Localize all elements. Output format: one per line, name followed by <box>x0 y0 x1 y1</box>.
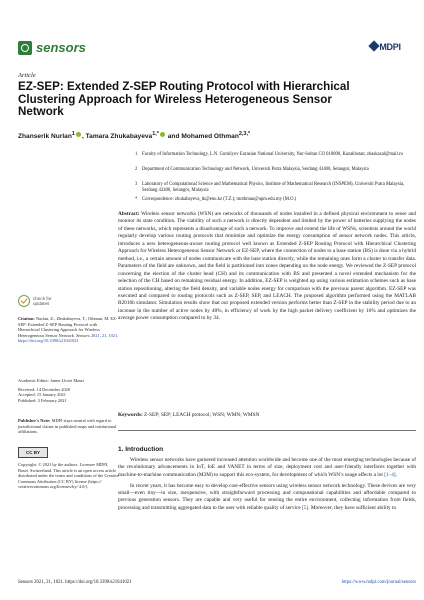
publisher-logo-icon <box>368 40 379 51</box>
publisher-note <box>18 418 120 435</box>
citation-doi-link[interactable]: 2021, 21, 1021. https://doi.org/10.3390/s21041021 <box>18 332 119 344</box>
introduction-body <box>118 457 416 516</box>
journal-logo-icon <box>18 41 32 55</box>
author-separator: , <box>81 133 86 141</box>
accepted-date: Accepted: 15 January 2021 <box>18 392 66 398</box>
paragraph: In recent years, it has become easy to develop cost-effective sensors using wireless sensor network technology. These devices are very small—even tiny—in size, inexpensive, with straightforward processing and computational capabilities and affordable compared to previous generation sensors. They are capable and very useful for sensing the entire environment, collecting information from fields, processing and transmitting aggregated data to the user with reliable quality of service [5]. Moreover, they have sufficient ability to <box>118 482 416 511</box>
article-type: Article <box>18 72 36 79</box>
author-name[interactable]: Mohamed Othman <box>181 133 239 141</box>
cc-badge-text: CC BY <box>25 450 40 455</box>
author-name[interactable]: Tamara Zhukabayeva <box>85 133 153 141</box>
citation-text: Nurlan, Z.; Zhukabayeva, T.; Othman, M. EZ-SEP: Extended Z-SEP Routing Protocol with Hierarchical Clustering Approach for Wireless Heterogeneous Sensor Network. <box>18 316 118 338</box>
author-affiliation-marker: 2,3,* <box>238 131 251 137</box>
abstract-text: Wireless sensor networks (WSN) are networks of thousands of nodes installed in a defined physical environment to sense and monitor its state condition. The viability of such a network is directly dependent and limited by the power of batteries supplying the nodes of these networks, which represents a disadvantage of such a network. To improve and extend the life of WSNs, scientists around the world regularly develop various routing protocols that minimize and optimize the energy consumption of sensor network nodes. This article, introduces a new heterogeneous-aware routing protocol well known as Extended Z-SEP Routing Protocol with Hierarchical Clustering Approach for Wireless Heterogeneous Sensor Network or EZ-SEP, where the connection of nodes to a base station (BS) is done via a hybrid method, i.e., a certain amount of nodes communicate with the base station directly, while the remaining ones form a cluster to transfer data. Parameters of the field are unknown, and the field is partitioned into zones depending on the node energy. We reviewed the Z-SEP protocol concerning the election of the cluster head (CH) and its communication with BS and presented a novel extended mechanism for the selection of the CH based on remaining residual energy. In addition, EZ-SEP is weighted up using various estimation schemes such as base station repositioning, altering the field density, and variable nodes energy for comparison with the previous parent algorithm. EZ-SEP was executed and compared to routing protocols such as Z-SEP, SEP, and LEACH. The proposed algorithm performed using the MATLAB R2016b simulator. Simulation results show that our proposed extended version performs better than Z-SEP in the stability period due to an increase in the number of active nodes by 48%, in efficiency of work by the high packet delivery coefficient by 16% and optimizes the average power consumption compared to by 34. <box>118 211 416 322</box>
section-heading: 1. Introduction <box>118 446 164 453</box>
journal-name: sensors <box>36 40 86 55</box>
cc-by-license-badge[interactable] <box>18 447 48 458</box>
affiliation-text: Laboratory of Computational Science and Mathematical Physics, Institute of Mathematical Research (INSPEM), Universiti Putra Malaysia, Serdang 43400, Selangor, Malaysia <box>142 182 405 193</box>
affiliation-number: * <box>135 197 138 202</box>
affiliation-number: 3 <box>135 182 138 187</box>
citation-journal: Sensors <box>76 332 90 338</box>
check-updates-icon <box>18 295 30 307</box>
abstract-label: Abstract: <box>118 211 140 217</box>
footer-journal-link[interactable]: https://www.mdpi.com/journal/sensors <box>341 580 416 585</box>
received-date: Received: 14 December 2020 <box>18 386 71 392</box>
copyright-text: Copyright: © 2021 by the authors. Licensee MDPI, Basel, Switzerland. This article is an open access article distributed under the terms and conditions of the Creative Commons Attribution (CC BY) license (https:// creativecommons.org/licenses/by/ 4.0/). <box>18 462 120 490</box>
footer-citation: Sensors 2021, 21, 1021. https://doi.org/10.3390/s21041021 <box>18 580 132 585</box>
check-for-updates-button[interactable] <box>18 292 54 310</box>
orcid-icon[interactable] <box>160 132 165 137</box>
journal-logo <box>18 40 86 55</box>
paragraph: Wireless sensor networks have garnered increased attention worldwide and become one of the most emerging technologies because of the revolutionary advancements in IoT, IoE and VANET in terms of size, deployment cost and user-friendly interfaces together with machine-to-machine communication (M2M) to support this eco-system, for development of which WSN’s usage affects a lot [1–4]. <box>118 457 416 478</box>
correspondence <box>135 197 412 203</box>
publisher-logo-text: MDPI <box>379 42 401 52</box>
affiliation-number: 1 <box>135 152 138 157</box>
article-title: EZ-SEP: Extended Z-SEP Routing Protocol with Hierarchical Clustering Approach for Wireless Heterogeneous Sensor Network <box>18 80 350 119</box>
affiliation-text: Faculty of Information Technology, L.N. Gumilyov Eurasian National University, Nur-Sultan CO 010000, Kazakhstan; zhaskazal@mail.ru <box>142 152 403 157</box>
section-divider <box>118 430 416 431</box>
published-date: Published: 3 February 2021 <box>18 397 67 403</box>
keywords-text: Z-SEP; SEP; LEACH protocol; WSN; WMN; WMSN <box>144 412 260 418</box>
affiliation <box>135 182 412 194</box>
affiliation <box>135 152 412 158</box>
abstract <box>118 211 416 323</box>
editor-dates-block <box>18 378 120 403</box>
academic-editor: Academic Editor: Jaime Lloret Mauri <box>18 378 85 383</box>
publisher-logo <box>374 40 406 54</box>
author-affiliation-marker: 1 <box>71 131 75 137</box>
publisher-note-label: Publisher’s Note: <box>18 418 51 423</box>
reference-link[interactable]: [1–4] <box>384 471 396 478</box>
author-separator: and <box>165 133 182 141</box>
affiliation-text: Department of Communication Technology and Network, Universiti Putra Malaysia, Serdang 43400, Selangor, Malaysia <box>142 167 369 172</box>
affiliation <box>135 167 412 173</box>
author-list <box>18 131 250 140</box>
keywords <box>118 412 416 419</box>
check-updates-line2: updates <box>33 301 50 306</box>
reference-link[interactable]: [5] <box>302 504 309 511</box>
keywords-label: Keywords: <box>118 412 143 418</box>
orcid-icon[interactable] <box>76 132 81 137</box>
author-affiliation-marker: 1,* <box>152 131 159 137</box>
affiliation-number: 2 <box>135 167 138 172</box>
copyright-block <box>18 462 120 490</box>
page-footer <box>18 580 416 585</box>
citation-block <box>18 316 120 344</box>
check-updates-line1: check for <box>33 296 52 301</box>
author-name[interactable]: Zhanserik Nurlan <box>18 133 72 141</box>
publisher-note-text: MDPI stays neutral with regard to jurisdictional claims in published maps and institutional affiliations. <box>18 418 117 435</box>
correspondence-text: Correspondence: zhukabayeva_tk@enu.kz (T.Z.); mothman@upm.edu.my (M.O.) <box>142 197 297 202</box>
citation-label: Citation: <box>18 316 35 321</box>
